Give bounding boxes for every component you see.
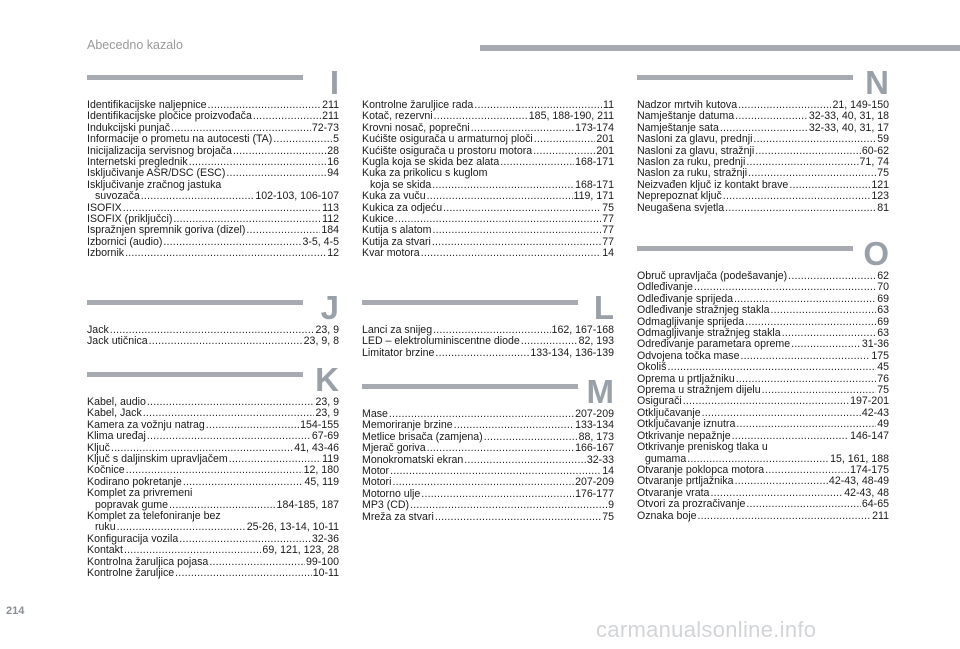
entry-term: Nadzor mrtvih kutova: [637, 99, 738, 111]
dot-leader: [753, 134, 876, 145]
index-entry: [87, 431, 339, 442]
entry-pages: 60-62: [861, 144, 889, 157]
entry-pages: 12: [327, 247, 339, 260]
dot-leader: [443, 203, 601, 214]
dot-leader: [410, 500, 607, 511]
entry-pages: 133-134, 136-139: [530, 346, 614, 359]
dot-leader: [432, 225, 601, 236]
entry-pages: 75: [602, 510, 614, 523]
entry-list: [637, 271, 889, 522]
entry-pages: 32-33, 40, 31, 18: [808, 110, 889, 123]
entry-term: Identifikacijske pločice proizvođača: [87, 110, 252, 123]
dot-leader: [209, 557, 305, 568]
entry-term: Kutija s alatom: [362, 224, 432, 237]
dot-leader: [725, 203, 876, 214]
dot-leader: [667, 362, 876, 373]
dot-leader: [740, 351, 870, 362]
entry-pages: 69, 121, 123, 28: [262, 544, 339, 557]
dot-leader: [163, 237, 301, 248]
entry-pages: 119, 171: [573, 190, 614, 203]
entry-term: Oprema u prtljažniku: [637, 372, 735, 385]
dot-leader: [771, 305, 877, 316]
entry-term: Nasloni za glavu, stražnji: [637, 144, 755, 157]
entry-term: Kodirano pokretanje: [87, 475, 182, 488]
dot-leader: [175, 568, 312, 579]
entry-term: Inicijalizacija servisnog brojača: [87, 144, 232, 157]
entry-term: Izbornik: [87, 247, 125, 260]
entry-pages: 113: [322, 201, 339, 214]
entry-pages: 185, 188-190, 211: [528, 110, 614, 123]
entry-term: Odleđivanje sprijeda: [637, 292, 733, 305]
section-letter: L: [593, 289, 614, 326]
dot-leader: [193, 488, 338, 499]
entry-pages: 62: [877, 270, 889, 282]
entry-term: Okoliš: [637, 361, 667, 374]
entry-pages: 32-33: [586, 453, 614, 466]
dot-leader: [769, 442, 888, 453]
entry-list: [362, 325, 614, 359]
section-letter: O: [863, 235, 889, 272]
entry-pages: 168-171: [575, 178, 614, 191]
entry-term: Odleđivanje stražnjeg stakla: [637, 304, 770, 317]
entry-term: Internetski preglednik: [87, 156, 188, 169]
entry-term: Kontrolne žaruljice: [87, 567, 175, 580]
index-entry: [362, 500, 614, 511]
entry-term: Odmagljivanje stražnjeg stakla: [637, 327, 781, 340]
entry-pages: 14: [602, 465, 614, 478]
entry-pages: 173-174: [575, 121, 614, 134]
entry-pages: 72-73: [311, 121, 339, 134]
entry-pages: 10-11: [312, 567, 339, 580]
entry-term: Otvaranje prtljažnika: [637, 475, 734, 488]
entry-pages: 63: [877, 327, 889, 340]
dot-leader: [435, 512, 601, 523]
entry-term: Kabel, audio: [87, 396, 146, 408]
entry-term: Kukice: [362, 213, 394, 226]
dot-leader: [390, 466, 601, 477]
index-entry: [637, 362, 889, 373]
dot-leader: [697, 511, 871, 522]
entry-pages: 77: [602, 213, 614, 226]
entry-pages: 211: [322, 110, 339, 123]
index-entry: [362, 134, 614, 145]
entry-term: Kuka za prikolicu s kuglom: [362, 167, 488, 180]
dot-leader: [723, 191, 871, 202]
dot-leader: [147, 397, 315, 408]
dot-leader: [124, 545, 261, 556]
entry-term: Mase: [362, 408, 388, 420]
entry-list: [87, 397, 339, 580]
index-entry: [87, 237, 339, 248]
entry-term: Kućište osigurača u armaturnoj ploči: [362, 133, 533, 146]
entry-term: Krovni nosač, poprečni: [362, 121, 470, 134]
entry-pages: 207-209: [575, 476, 614, 489]
entry-term: ISOFIX (priključci): [87, 213, 173, 226]
dot-leader: [427, 443, 575, 454]
dot-leader: [500, 157, 574, 168]
index-entry: [637, 499, 889, 510]
entry-term: Metlice brisača (zamjena): [362, 430, 483, 443]
index-entry: [362, 248, 614, 259]
index-entry: [362, 191, 614, 202]
dot-leader: [432, 237, 601, 248]
index-entry: [637, 203, 889, 214]
entry-term: LED – elektroluminiscentne diode: [362, 335, 520, 348]
entry-term: Identifikacijske naljepnice: [87, 99, 207, 111]
entry-term: Ključ: [87, 441, 110, 454]
entry-pages: 71, 74: [859, 156, 889, 169]
entry-term: Kotač, rezervni: [362, 110, 433, 123]
entry-term: Odmagljivanje sprijeda: [637, 315, 745, 328]
entry-term: ISOFIX: [87, 201, 122, 214]
index-entry: [87, 545, 339, 556]
entry-pages: 162, 167-168: [551, 324, 614, 336]
entry-list: [87, 325, 339, 348]
dot-leader: [735, 476, 828, 487]
entry-list: [362, 409, 614, 523]
header-bar: [480, 45, 960, 51]
entry-term: Namještanje sata: [637, 121, 719, 134]
entry-pages: 12, 180: [303, 464, 339, 477]
dot-leader: [253, 111, 321, 122]
entry-term: Naslon za ruku, stražnji: [637, 167, 748, 180]
entry-pages: 3-5, 4-5: [302, 235, 339, 248]
entry-pages: 45: [877, 361, 889, 374]
entry-pages: 82, 193: [578, 335, 614, 348]
entry-term: Određivanje parametara opreme: [637, 338, 791, 351]
section-i: [87, 64, 339, 260]
section-letter: I: [329, 64, 339, 101]
entry-term: Jack: [87, 324, 109, 336]
entry-pages: 75: [877, 167, 889, 180]
section-letter: M: [586, 373, 614, 410]
dot-leader: [147, 431, 311, 442]
dot-leader: [789, 180, 870, 191]
entry-pages: 70: [877, 281, 889, 294]
entry-pages: 184: [321, 224, 339, 237]
entry-pages: 69: [877, 292, 889, 305]
entry-pages: 32-33, 40, 31, 17: [808, 121, 889, 134]
entry-pages: 168-171: [575, 156, 614, 169]
entry-term: Komplet za telefoniranje bez: [87, 510, 221, 523]
entry-term: Ključ s daljinskim upravljačem: [87, 453, 228, 466]
dot-leader: [421, 248, 602, 259]
entry-term: MP3 (CD): [362, 499, 410, 512]
entry-term: Nasloni za glavu, prednji: [637, 133, 753, 146]
section-m: [362, 373, 614, 523]
entry-term: koja se skida: [370, 178, 432, 191]
entry-term: Otkrivanje preniskog tlaka u: [637, 441, 768, 454]
entry-pages: 69: [877, 315, 889, 328]
index-entry: [87, 568, 339, 579]
entry-pages: 211: [322, 99, 339, 111]
entry-term: Mjerač goriva: [362, 442, 426, 455]
entry-pages: 207-209: [575, 408, 614, 420]
entry-pages: 123: [871, 190, 889, 203]
entry-pages: 41, 43-46: [294, 441, 339, 454]
index-entry: [87, 134, 339, 145]
entry-pages: 23, 9, 8: [303, 335, 339, 348]
entry-pages: 23, 9: [315, 407, 339, 420]
entry-term: gumama: [645, 452, 687, 465]
dot-leader: [735, 111, 808, 122]
entry-pages: 25-26, 13-14, 10-11: [246, 521, 339, 534]
entry-term: Otključavanje: [637, 406, 701, 419]
entry-term: Kontrolna žaruljica pojasa: [87, 555, 209, 568]
entry-pages: 23, 9: [315, 324, 339, 336]
dot-leader: [736, 419, 876, 430]
entry-term: Konfiguracija vozila: [87, 532, 179, 545]
index-entry: [637, 134, 889, 145]
dot-leader: [183, 477, 304, 488]
entry-term: Oprema u stražnjem dijelu: [637, 384, 761, 397]
entry-term: Kvar motora: [362, 247, 420, 260]
entry-term: Isključivanje ASR/DSC (ESC): [87, 167, 226, 180]
entry-pages: 119: [322, 453, 339, 466]
index-entry: [87, 488, 339, 499]
entry-pages: 14: [602, 247, 614, 260]
index-entry: [87, 191, 339, 202]
dot-leader: [683, 396, 849, 407]
entry-pages: 94: [327, 167, 339, 180]
entry-list: [362, 100, 614, 260]
entry-pages: 146-147: [850, 429, 889, 442]
entry-list: [87, 100, 339, 260]
index-entry: [87, 248, 339, 259]
entry-term: Otvaranje vrata: [637, 486, 710, 499]
entry-pages: 211: [872, 509, 889, 522]
entry-pages: 175: [871, 349, 889, 362]
entry-pages: 112: [322, 213, 339, 226]
entry-term: Otvaranje poklopca motora: [637, 463, 765, 476]
entry-term: Kućište osigurača u prostoru motora: [362, 144, 533, 157]
section-k: [87, 361, 339, 580]
entry-list: [637, 100, 889, 214]
entry-pages: 23, 9: [315, 396, 339, 408]
dot-leader: [746, 157, 858, 168]
entry-term: Mreža za stvari: [362, 510, 434, 523]
dot-leader: [273, 134, 332, 145]
entry-term: Kontrolne žaruljice rada: [362, 99, 474, 111]
entry-pages: 197-201: [850, 395, 889, 408]
dot-leader: [233, 146, 326, 157]
entry-term: Odleđivanje: [637, 281, 693, 294]
index-entry: [637, 442, 889, 453]
entry-pages: 176-177: [575, 487, 614, 500]
dot-leader: [464, 455, 586, 466]
entry-term: Kočnice: [87, 464, 125, 477]
entry-pages: 88, 173: [578, 430, 614, 443]
section-divider: [87, 75, 303, 80]
entry-pages: 59: [877, 133, 889, 146]
section-k-continued: [362, 100, 614, 260]
dot-leader: [206, 420, 299, 431]
entry-term: Jack utičnica: [87, 335, 148, 348]
section-divider: [362, 384, 578, 389]
index-entry: [362, 203, 614, 214]
entry-term: Obruč upravljača (podešavanje): [637, 270, 788, 282]
entry-term: Klima uređaj: [87, 430, 146, 443]
index-entry: [637, 476, 889, 487]
entry-term: Lanci za snijeg: [362, 324, 433, 336]
entry-term: Kugla koja se skida bez alata: [362, 156, 500, 169]
entry-term: Oznaka boje: [637, 509, 697, 522]
entry-pages: 32-36: [311, 532, 339, 545]
entry-pages: 102-103, 106-107: [255, 190, 339, 203]
dot-leader: [226, 168, 326, 179]
section-divider: [362, 300, 578, 305]
entry-term: ruku: [95, 521, 116, 534]
entry-pages: 45, 119: [304, 475, 339, 488]
index-entry: [637, 419, 889, 430]
dot-leader: [125, 248, 326, 259]
entry-pages: 81: [877, 201, 889, 214]
entry-term: Odvojena točka mase: [637, 349, 740, 362]
entry-term: Motori: [362, 476, 392, 489]
entry-term: Kabel, Jack: [87, 407, 142, 420]
entry-term: Izbornici (audio): [87, 235, 163, 248]
dot-leader: [432, 180, 574, 191]
dot-leader: [141, 191, 255, 202]
entry-pages: 76: [877, 372, 889, 385]
section-letter: K: [315, 361, 339, 398]
entry-pages: 21, 149-150: [832, 99, 889, 111]
entry-term: Otkrivanje nepažnje: [637, 429, 731, 442]
entry-term: Memoriranje brzine: [362, 419, 453, 432]
entry-pages: 42-43, 48: [844, 486, 889, 499]
entry-pages: 201: [596, 133, 614, 146]
entry-pages: 75: [877, 384, 889, 397]
entry-pages: 42-43: [861, 406, 889, 419]
entry-pages: 5: [333, 133, 339, 146]
dot-leader: [534, 134, 596, 145]
section-divider: [637, 246, 853, 251]
entry-pages: 166-167: [575, 442, 614, 455]
dot-leader: [788, 271, 876, 282]
entry-pages: 174-175: [850, 463, 889, 476]
entry-pages: 64-65: [861, 498, 889, 511]
entry-term: Kuka za vuču: [362, 190, 426, 203]
entry-term: Neizvađen ključ iz kontakt brave: [637, 178, 789, 191]
entry-pages: 31-36: [861, 338, 889, 351]
entry-pages: 154-155: [300, 418, 339, 431]
entry-term: Motor: [362, 465, 390, 478]
index-entry: [362, 512, 614, 523]
section-divider: [87, 372, 303, 377]
entry-pages: 133-134: [575, 419, 614, 432]
entry-pages: 28: [327, 144, 339, 157]
index-entry: [362, 348, 614, 359]
entry-pages: 184-185, 187: [276, 498, 339, 511]
dot-leader: [427, 191, 573, 202]
entry-pages: 16: [327, 156, 339, 169]
entry-term: Naslon za ruku, prednji: [637, 156, 746, 169]
entry-term: Namještanje datuma: [637, 110, 735, 123]
entry-term: Kutija za stvari: [362, 235, 431, 248]
header-title: Abecedno kazalo: [87, 38, 183, 52]
entry-term: Otključavanje iznutra: [637, 418, 736, 431]
index-entry: [362, 443, 614, 454]
index-entry: [637, 511, 889, 522]
entry-term: suvozača: [95, 190, 140, 203]
entry-term: Kontakt: [87, 544, 123, 557]
dot-leader: [149, 336, 303, 347]
entry-pages: 77: [602, 235, 614, 248]
page-number: 214: [6, 605, 25, 617]
section-o: [637, 235, 889, 522]
section-letter: N: [865, 64, 889, 101]
index-entry: [637, 351, 889, 362]
dot-leader: [421, 489, 574, 500]
section-divider: [87, 300, 303, 305]
section-n: [637, 64, 889, 214]
entry-pages: 63: [877, 304, 889, 317]
section-letter: J: [320, 289, 339, 326]
entry-term: Komplet za privremeni: [87, 487, 193, 500]
entry-term: Neugašena svjetla: [637, 201, 725, 214]
section-l: [362, 289, 614, 359]
entry-term: Informacije o prometu na autocesti (TA): [87, 133, 273, 146]
dot-leader: [435, 348, 529, 359]
entry-term: popravak gume: [95, 498, 169, 511]
entry-pages: 42-43, 48-49: [828, 475, 889, 488]
entry-pages: 77: [602, 224, 614, 237]
entry-pages: 75: [602, 201, 614, 214]
entry-term: Ispražnjen spremnik goriva (dizel): [87, 224, 246, 237]
entry-pages: 99-100: [306, 555, 339, 568]
entry-term: Motorno ulje: [362, 487, 421, 500]
index-entry: [637, 305, 889, 316]
entry-pages: 121: [871, 178, 889, 191]
index-entry: [87, 336, 339, 347]
dot-leader: [755, 146, 861, 157]
dot-leader: [791, 339, 861, 350]
entry-term: Kamera za vožnju natrag: [87, 418, 205, 431]
section-j: [87, 289, 339, 348]
entry-pages: 49: [877, 418, 889, 431]
entry-pages: 201: [596, 144, 614, 157]
index-entry: [637, 191, 889, 202]
entry-term: Isključivanje zračnog jastuka: [87, 178, 222, 191]
entry-term: Indukcijski punjač: [87, 121, 171, 134]
entry-pages: 11: [603, 99, 614, 111]
entry-term: Otvori za prozračivanje: [637, 498, 746, 511]
entry-term: Kukica za odjeću: [362, 201, 443, 214]
entry-term: Osigurači: [637, 395, 682, 408]
entry-pages: 15, 161, 188: [830, 452, 889, 465]
entry-term: Limitator brzine: [362, 346, 435, 359]
section-divider: [637, 75, 853, 80]
watermark: carmanualsonline.info: [596, 617, 817, 642]
entry-pages: 67-69: [311, 430, 339, 443]
dot-leader: [484, 432, 578, 443]
entry-term: Neprepoznat ključ: [637, 190, 722, 203]
dot-leader: [746, 499, 861, 510]
index-entry: [362, 455, 614, 466]
entry-pages: 9: [608, 499, 614, 512]
entry-term: Monokromatski ekran: [362, 453, 464, 466]
